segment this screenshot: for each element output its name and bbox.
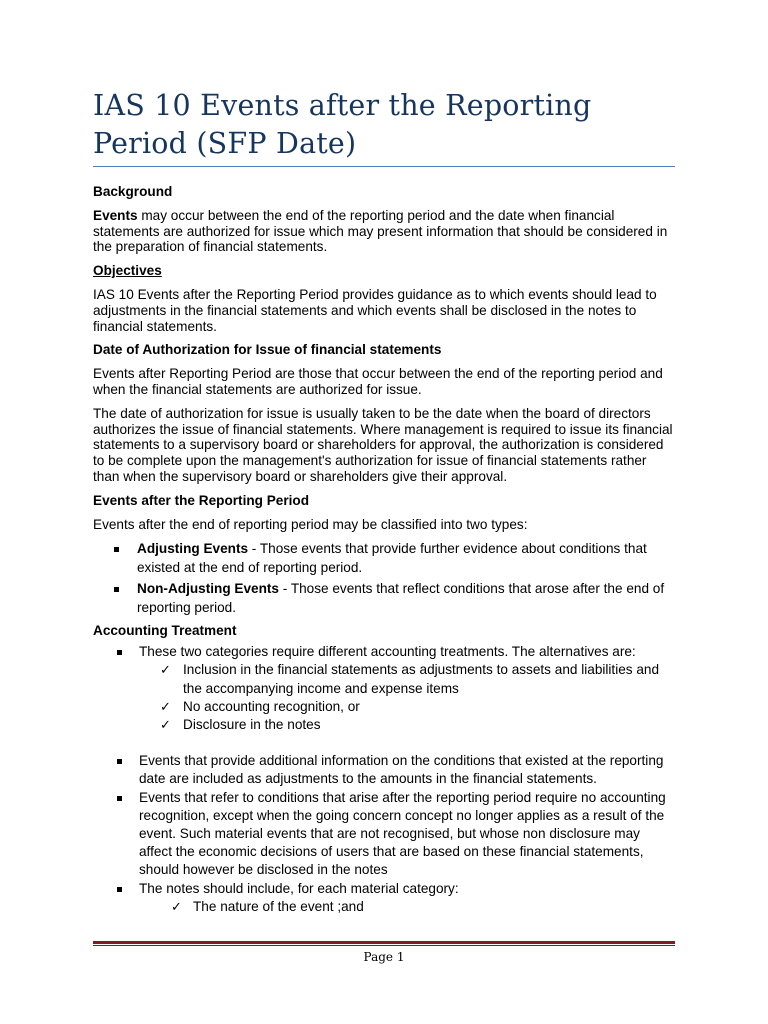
checkmark-icon: ✓	[171, 898, 182, 914]
objectives-paragraph: IAS 10 Events after the Reporting Period provides guidance as to which events should lead to adjustments in the financial statements and which events shall be disclosed in the notes to financial statements.	[93, 286, 657, 334]
checkmark-icon: ✓	[160, 662, 171, 678]
footer-rule-thick	[93, 941, 675, 944]
checkmark-icon: ✓	[160, 716, 171, 732]
list-item	[93, 698, 675, 716]
notes-list	[93, 898, 675, 916]
list-item	[93, 540, 675, 577]
list-item	[93, 752, 675, 788]
heading-treatment: Accounting Treatment	[93, 623, 237, 639]
page-number: Page 1	[363, 950, 405, 964]
background-lead: Events	[93, 207, 138, 223]
treatment-item-text: Events that provide additional information on the conditions that existed at the reporting date are included as adjustments to the amounts in the financial statements.	[139, 753, 664, 787]
authorization-paragraph-2: The date of authorization for issue is usually taken to be the date when the board of directors authorizes the issue of financial statements. Where management is required to issue its financial statements to a supervisory board or shareholders for approval, the authorization is considered to be complete upon the management's authorization for issue of financial statements rather than when the supervisory board or shareholders give their approval.	[93, 405, 673, 484]
background-paragraph	[93, 208, 675, 255]
alternative-text: Inclusion in the financial statements as adjustments to assets and liabilities and the accompanying income and expense items	[183, 662, 660, 696]
square-bullet-icon	[114, 547, 119, 552]
treatment-list-continued	[93, 752, 675, 898]
list-item	[93, 716, 675, 734]
square-bullet-icon	[117, 759, 122, 764]
document-body	[93, 184, 675, 916]
heading-objectives: Objectives	[93, 263, 162, 279]
square-bullet-icon	[117, 796, 122, 801]
note-text: The nature of the event ;and	[193, 898, 364, 914]
heading-background: Background	[93, 184, 173, 199]
document-title: IAS 10 Events after the Reporting Period (SFP Date)	[93, 89, 592, 160]
square-bullet-icon	[117, 650, 122, 655]
heading-events: Events after the Reporting Period	[93, 492, 310, 508]
square-bullet-icon	[117, 887, 122, 892]
checkmark-icon: ✓	[160, 698, 171, 714]
list-item	[93, 580, 675, 617]
treatment-item-text: The notes should include, for each material category:	[139, 880, 459, 896]
title-underline	[93, 166, 675, 167]
footer-rule-thin	[93, 945, 675, 946]
spacer	[93, 734, 675, 752]
list-item	[93, 643, 675, 661]
list-item	[93, 661, 675, 697]
list-item	[93, 789, 675, 880]
background-text: may occur between the end of the reporting period and the date when financial statements are authorized for issue which may present information that should be considered in the preparation of financial statements.	[93, 207, 668, 255]
treatment-item-text: Events that refer to conditions that arise after the reporting period require no accounting recognition, except when the going concern concept no longer applies as a result of the event. Such material events that are not recognised, but whose non disclosure may affect the economic decisions of users that are based on these financial statements, should however be disclosed in the notes	[139, 789, 666, 878]
authorization-paragraph-1: Events after Reporting Period are those that occur between the end of the reporting period and when the financial statements are authorized for issue.	[93, 366, 663, 397]
alternatives-list	[93, 661, 675, 734]
heading-authorization: Date of Authorization for Issue of financial statements	[93, 342, 442, 358]
events-types-list	[93, 540, 675, 617]
treatment-item-text: These two categories require different accounting treatments. The alternatives are:	[139, 644, 636, 660]
alternative-text: Disclosure in the notes	[183, 716, 321, 732]
event-type-text: - Those events that provide further evidence about conditions that existed at the end of reporting period.	[137, 541, 647, 575]
treatment-list	[93, 643, 675, 661]
square-bullet-icon	[114, 587, 119, 592]
event-type-text: - Those events that reflect conditions that arose after the end of reporting period.	[137, 581, 665, 615]
event-type-lead: Adjusting Events	[137, 541, 249, 557]
list-item	[93, 880, 675, 898]
list-item	[93, 898, 675, 916]
alternative-text: No accounting recognition, or	[183, 698, 360, 714]
events-intro: Events after the end of reporting period may be classified into two types:	[93, 516, 528, 532]
event-type-lead: Non-Adjusting Events	[137, 581, 279, 597]
